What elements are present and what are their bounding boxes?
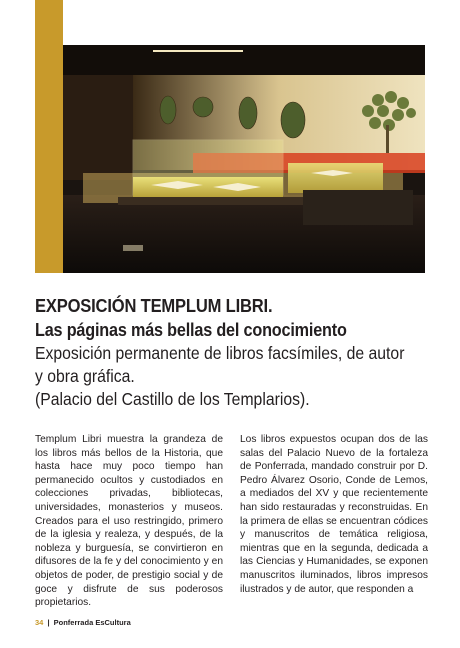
article-headline: Las páginas más bellas del conocimiento	[35, 320, 347, 340]
body-column-left: Templum Libri muestra la grandeza de los libros más bellos de la Historia, que hasta hace muy poco tiempo han permanecido ocultos y custodiados en colecciones privadas, bibliotecas, universidades, monasterios y museos. Creados para el uso restringido, primero de la iglesia y realeza, y después, de la nobleza y burguesía, se convirtieron en difusores de la fe y del conocimiento y en objetos de poder, de prestigio social y de goce y disfrute de sus poderosos propietarios.	[35, 434, 223, 609]
article-title: EXPOSICIÓN TEMPLUM LIBRI.	[35, 296, 273, 316]
exhibition-photo	[63, 45, 425, 273]
gold-accent-bar	[35, 0, 63, 273]
article-subtitle-line: Exposición permanente de libros facsímiles, de autor	[35, 343, 405, 363]
article-subtitle-line: (Palacio del Castillo de los Templarios).	[35, 389, 310, 409]
publication-name: Ponferrada EsCultura	[53, 618, 131, 627]
body-column-right: Los libros expuestos ocupan dos de las salas del Palacio Nuevo de la fortaleza de Ponferrada, mandado construir por D. Pedro Álvarez Osorio, Conde de Lemos, a mediados del XV y que recientemente han sido restauradas y reconstruidas. En la primera de ellas se encuentran códices y manuscritos de temática religiosa, mientras que en la segunda, dedicada a las Ciencias y Humanidades, se exponen manuscritos iluminados, libros impresos ilustrados y de autor, que responden a	[240, 434, 429, 595]
page-footer	[35, 618, 131, 627]
article-heading	[35, 294, 435, 411]
article-subtitle-line: y obra gráfica.	[35, 366, 135, 386]
page-number: 34	[35, 618, 44, 627]
footer-separator: |	[47, 618, 50, 627]
